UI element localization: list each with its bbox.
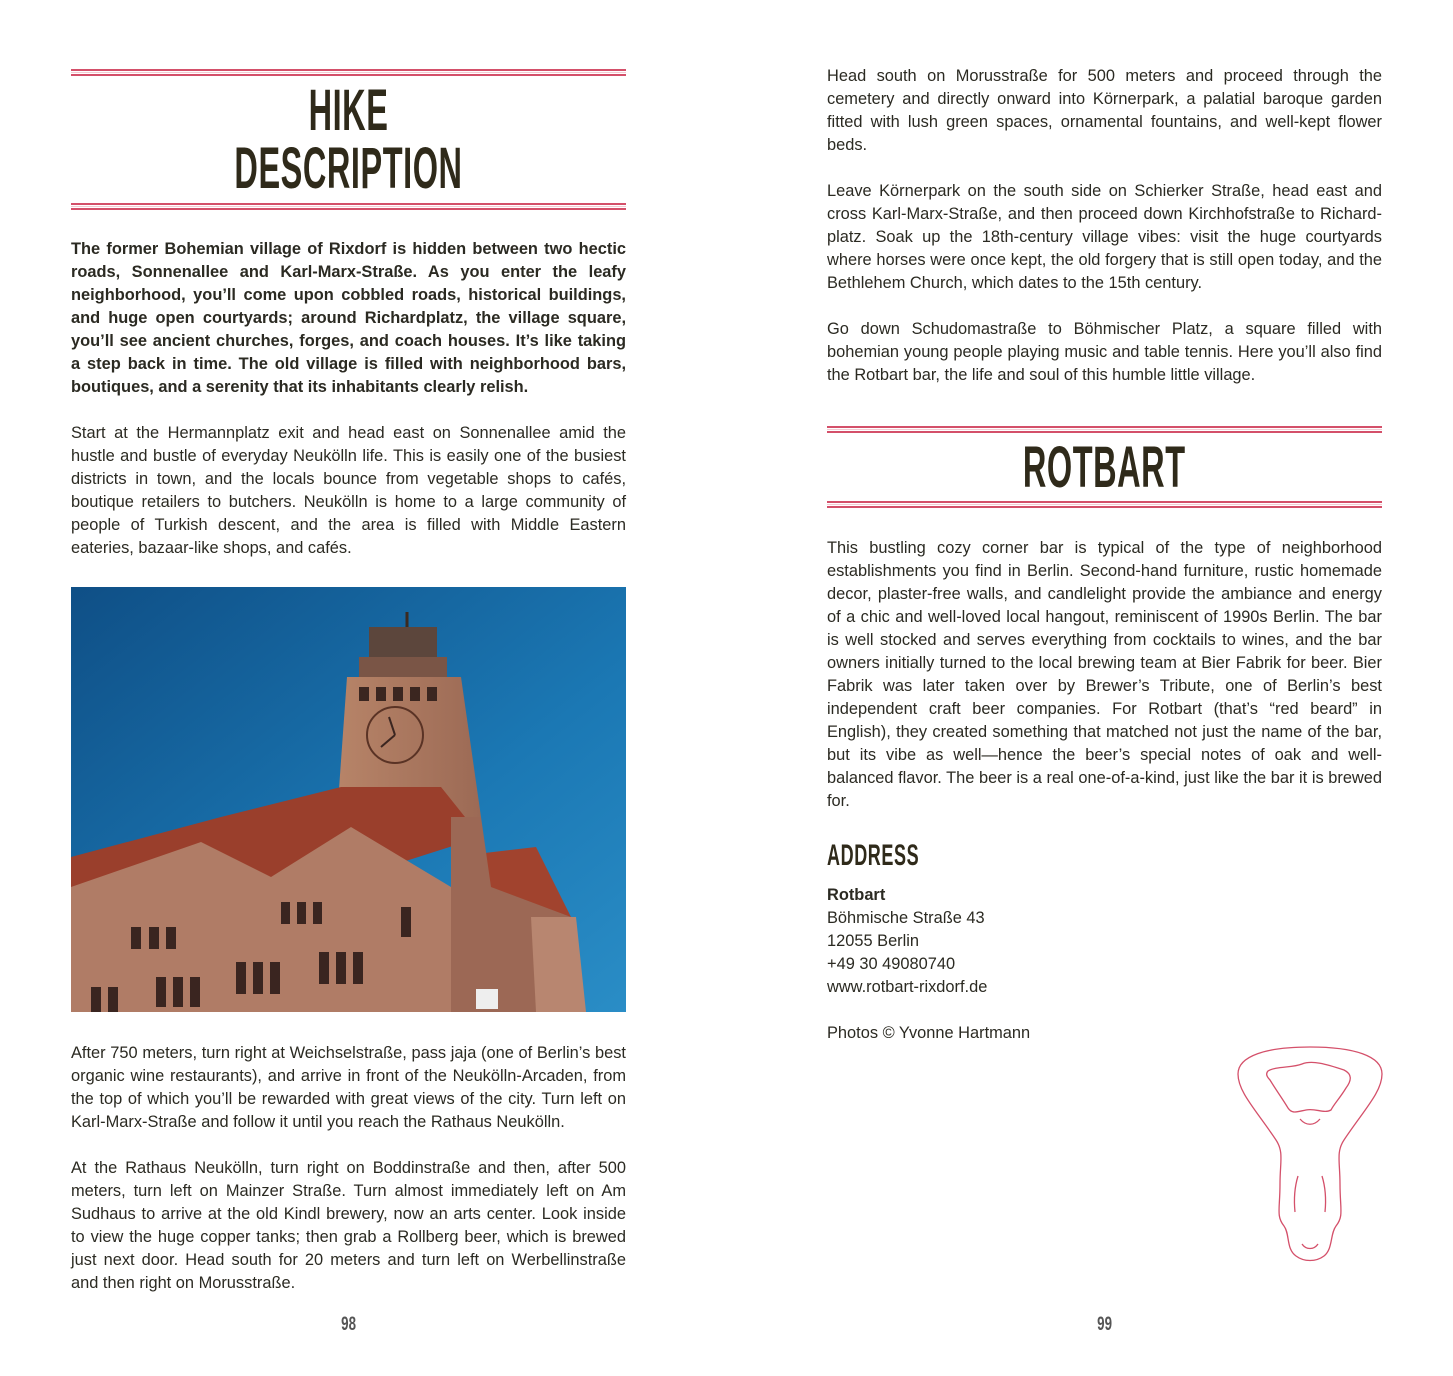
address-website[interactable]: www.rotbart-rixdorf.de xyxy=(827,978,988,996)
title-rule-top xyxy=(827,426,1382,433)
left-page xyxy=(71,69,626,1337)
body-paragraph: After 750 meters, turn right at Weichselstraße, pass jaja (one of Berlin’s best organic wine restaurants), and arrive in front of the Neukölln-Arcaden, from the top of which you’ll be rewarded with great views of the city. Turn left on Karl-Marx-Straße and follow it until you reach the Rathaus Neukölln. xyxy=(71,1044,626,1131)
title-rule-bottom xyxy=(827,501,1382,508)
page-title: HIKE DESCRIPTION xyxy=(234,78,463,201)
body-paragraph: At the Rathaus Neukölln, turn right on Boddinstraße and then, after 500 meters, turn left on Mainzer Straße. Turn almost immediately left on Am Sudhaus to arrive at the old Kindl brewery, now an arts center. Look inside to view the huge copper tanks; then grab a Rollberg beer, which is brewed just next door. Head south for 20 meters and turn left on Werbellinstraße and then right on Morusstraße. xyxy=(71,1159,626,1292)
body-paragraph: Go down Schudomastraße to Böhmischer Platz, a square filled with bohemian young people playing music and table tennis. Here you’ll also find the Rotbart bar, the life and soul of this humble little village. xyxy=(827,320,1382,384)
title-rule-bottom xyxy=(71,203,626,210)
rathaus-photo xyxy=(71,587,626,1012)
address-phone: +49 30 49080740 xyxy=(827,955,956,973)
section-title: ROTBART xyxy=(1023,435,1186,500)
address-city: 12055 Berlin xyxy=(827,932,920,950)
page-number: 99 xyxy=(1097,1314,1112,1335)
address-street: Böhmische Straße 43 xyxy=(827,909,985,927)
address-block xyxy=(827,884,1382,999)
address-name: Rotbart xyxy=(827,886,886,904)
title-rule-top xyxy=(71,69,626,76)
body-paragraph: Head south on Morusstraße for 500 meters and proceed through the cemetery and directly onward into Körnerpark, a palatial baroque garden fitted with lush green spaces, ornamental fountains, and well-kept flower beds. xyxy=(827,67,1382,154)
bottle-opener-icon xyxy=(1236,1044,1384,1269)
photo-credit: Photos © Yvonne Hartmann xyxy=(827,1024,1031,1042)
body-paragraph: Leave Körnerpark on the south side on Schierker Straße, head east and cross Karl-Marx-Straße, and then proceed down Kirchhofstraße to Richardplatz. Soak up the 18th-century village vibes: visit the huge courtyards where horses were once kept, the old forgery that is still open today, and the Bethlehem Church, which dates to the 15th century. xyxy=(827,182,1382,292)
address-heading: ADDRESS xyxy=(827,839,920,872)
bar-description: This bustling cozy corner bar is typical of the type of neighborhood establishments you find in Berlin. Second-hand furniture, rustic homemade decor, plaster-free walls, and candlelight provide the ambiance and energy of a chic and well-loved local hangout, reminiscent of 1990s Berlin. The bar is well stocked and serves everything from cocktails to wines, and the bar owners initially turned to the local brewing team at Bier Fabrik for beer. Bier Fabrik was later taken over by Brewer’s Tribute, one of Berlin’s best independent craft beer companies. For Rotbart (that’s “red beard” in English), they created something that matched not just the name of the bar, but its vibe as well—hence the beer’s special notes of oak and well-balanced flavor. The beer is a real one-of-a-kind, just like the bar it is brewed for. xyxy=(827,539,1382,810)
page-number: 98 xyxy=(341,1314,356,1335)
body-paragraph: Start at the Hermannplatz exit and head east on Sonnenallee amid the hustle and bustle of everyday Neukölln life. This is easily one of the busiest districts in town, and the locals bounce from vegetable shops to cafés, boutique retailers to butchers. Neukölln is home to a large community of people of Turkish descent, and the area is filled with Middle Eastern eateries, bazaar-like shops, and cafés. xyxy=(71,424,626,557)
intro-paragraph: The former Bohemian village of Rixdorf is hidden between two hectic roads, Sonnenallee and Karl-Marx-Straße. As you enter the leafy neighborhood, you’ll come upon cobbled roads, historical buildings, and huge open courtyards; around Richardplatz, the village square, you’ll see ancient churches, forges, and coach houses. It’s like taking a step back in time. The old village is filled with neighborhood bars, boutiques, and a serenity that its inhabitants clearly relish. xyxy=(71,240,626,396)
